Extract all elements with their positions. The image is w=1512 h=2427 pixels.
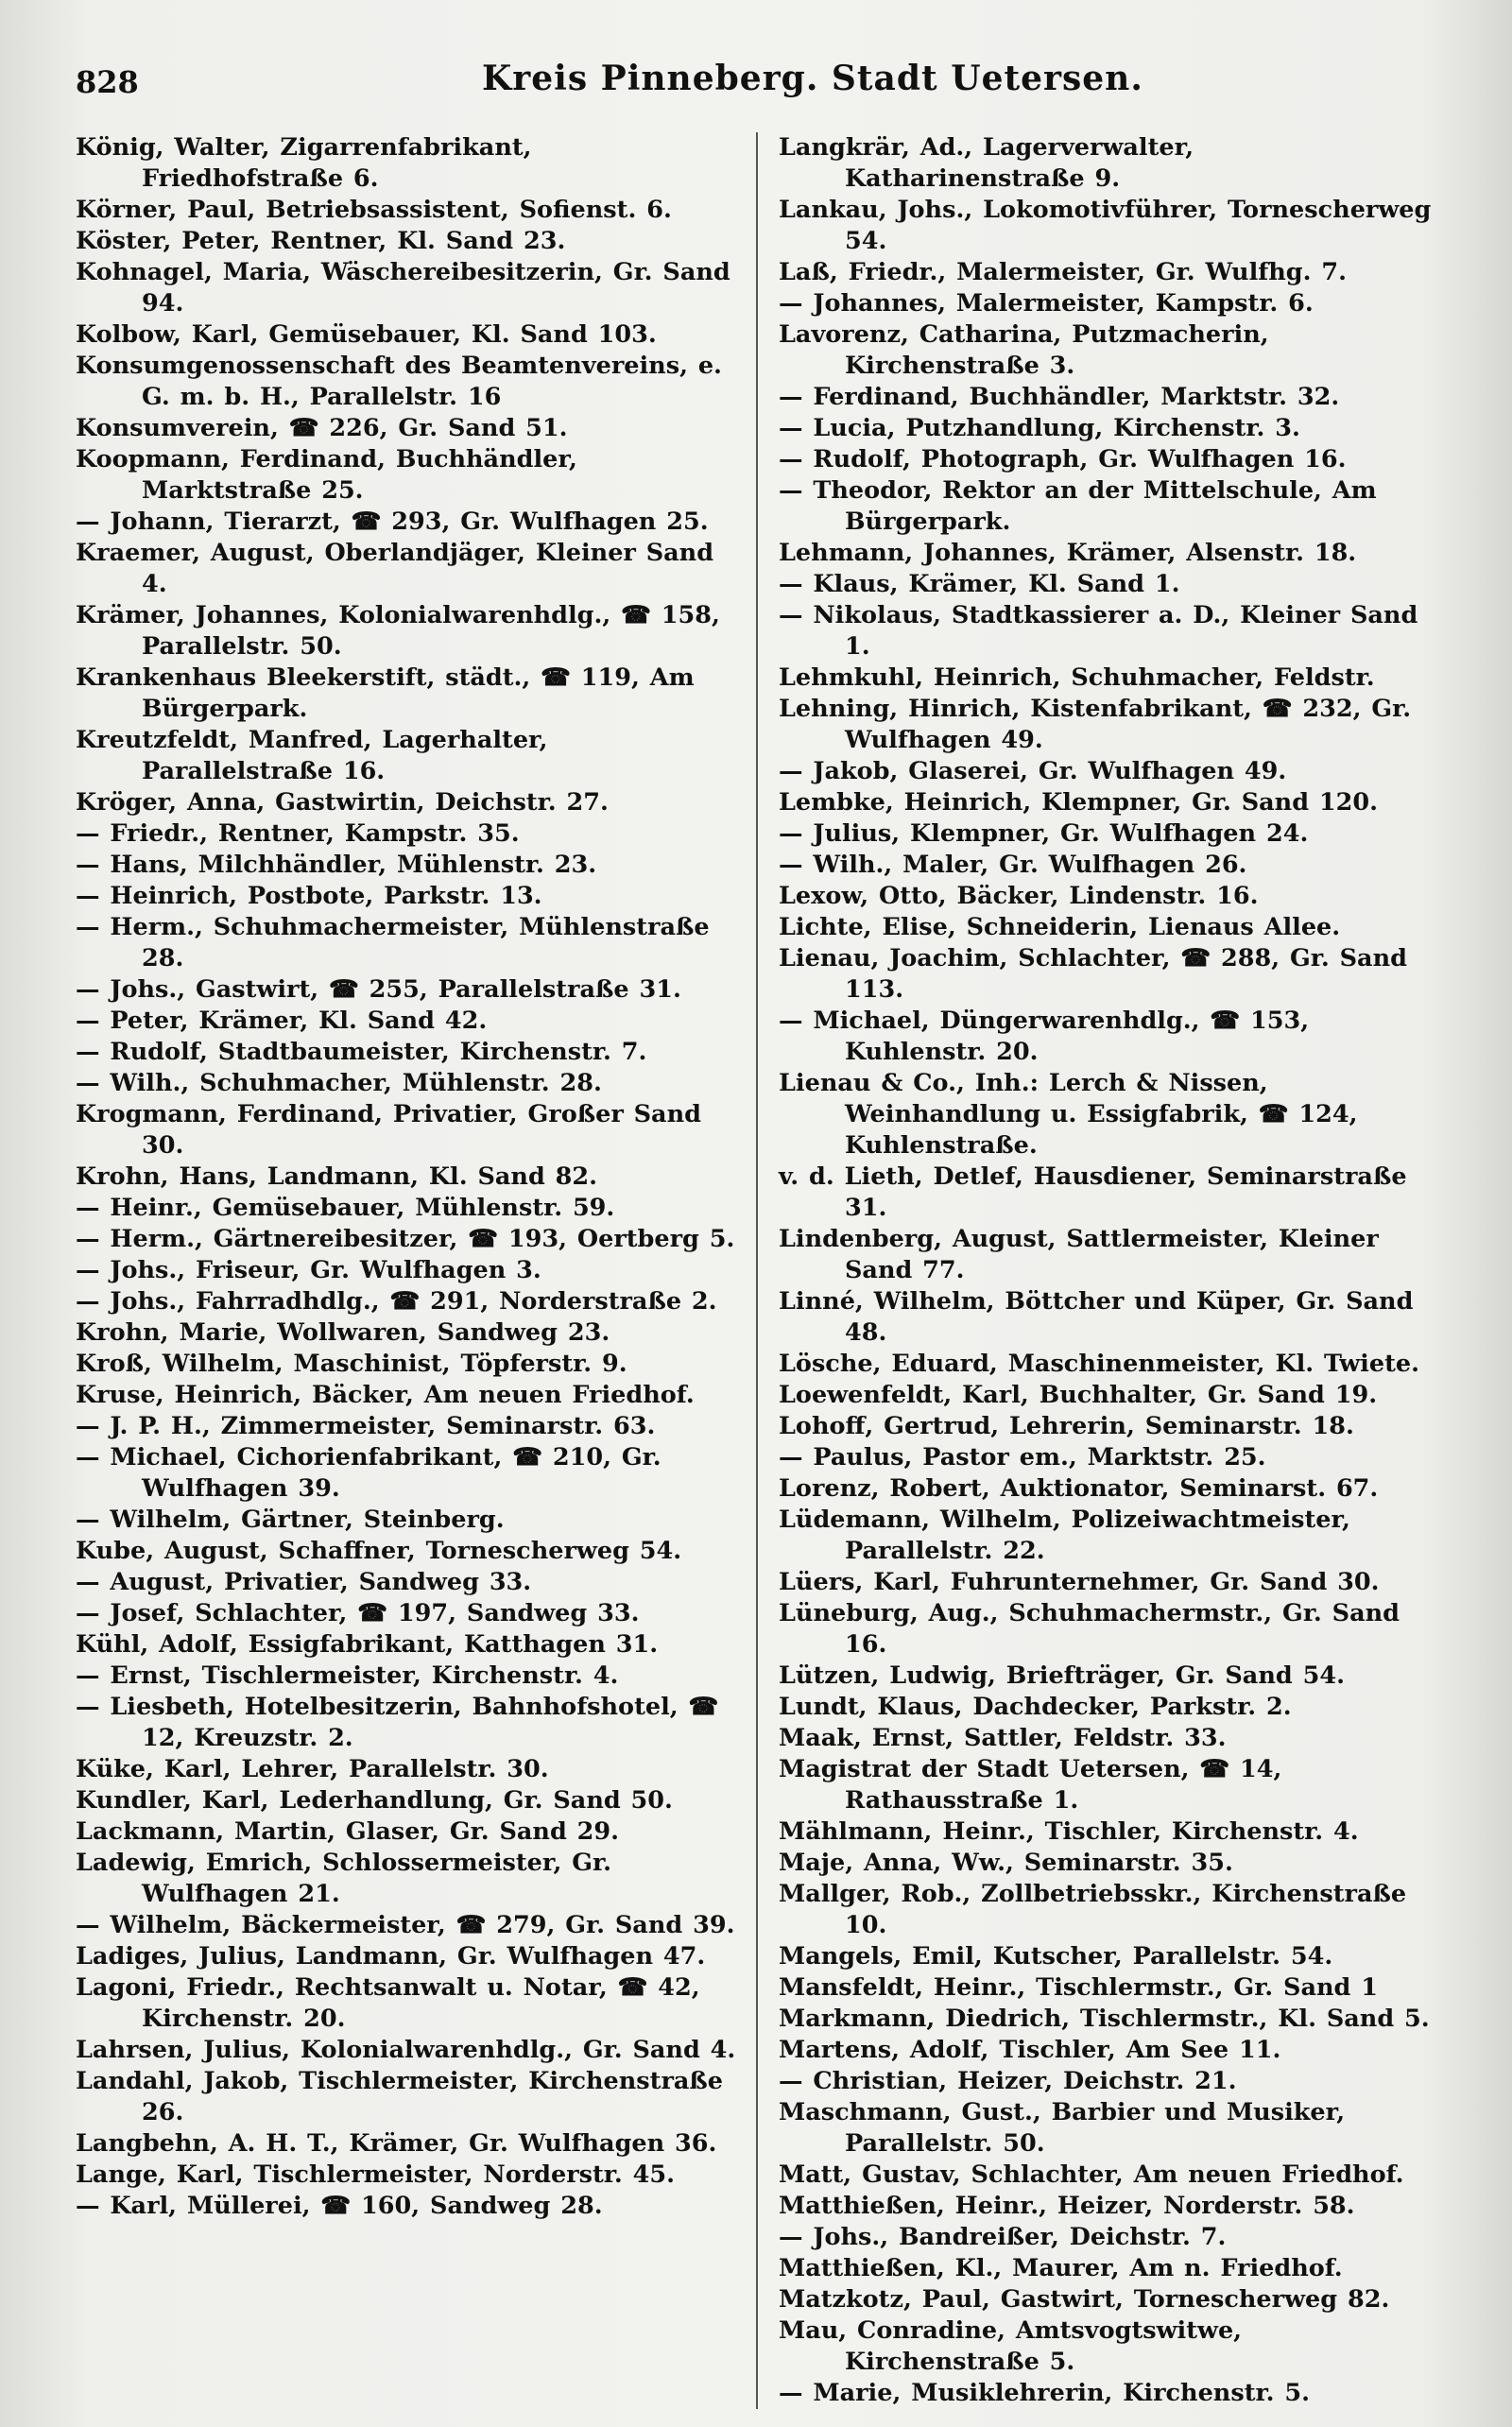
directory-entry: — Herm., Schuhmachermeister, Mühlenstraße 28.: [76, 913, 710, 973]
directory-entry: Ladewig, Emrich, Schlossermeister, Gr. Wulfhagen 21.: [76, 1849, 611, 1908]
directory-entry: — Karl, Müllerei, ☎ 160, Sandweg 28.: [76, 2192, 603, 2220]
directory-entry: Kolbow, Karl, Gemüsebauer, Kl. Sand 103.: [76, 320, 657, 349]
directory-entry: Lüneburg, Aug., Schuhmachermstr., Gr. Sand 16.: [779, 1599, 1400, 1659]
directory-entry: Kühl, Adolf, Essigfabrikant, Katthagen 31.: [76, 1630, 659, 1659]
directory-entry: Langkrär, Ad., Lagerverwalter, Katharinenstraße 9.: [779, 133, 1194, 193]
directory-entry: — Herm., Gärtnereibesitzer, ☎ 193, Oertberg 5.: [76, 1225, 735, 1253]
directory-entry: — Johs., Friseur, Gr. Wulfhagen 3.: [76, 1256, 541, 1284]
directory-entry: Maje, Anna, Ww., Seminarstr. 35.: [779, 1849, 1233, 1877]
directory-entry: Kundler, Karl, Lederhandlung, Gr. Sand 50.: [76, 1786, 673, 1815]
directory-entry: Kröger, Anna, Gastwirtin, Deichstr. 27.: [76, 788, 609, 817]
directory-entry: — Ferdinand, Buchhändler, Marktstr. 32.: [779, 383, 1340, 411]
directory-entry: — Peter, Krämer, Kl. Sand 42.: [76, 1007, 488, 1035]
directory-entry: — Julius, Klempner, Gr. Wulfhagen 24.: [779, 819, 1309, 848]
directory-entry: Lundt, Klaus, Dachdecker, Parkstr. 2.: [779, 1693, 1292, 1721]
directory-entry: Linné, Wilhelm, Böttcher und Küper, Gr. Sand 48.: [779, 1287, 1414, 1347]
directory-entry: Lienau & Co., Inh.: Lerch & Nissen, Weinhandlung u. Essigfabrik, ☎ 124, Kuhlenstraße.: [779, 1069, 1358, 1160]
directory-entry: Lüdemann, Wilhelm, Polizeiwachtmeister, Parallelstr. 22.: [779, 1506, 1350, 1565]
directory-entry: Kroß, Wilhelm, Maschinist, Töpferstr. 9.: [76, 1350, 627, 1378]
directory-entry: Lindenberg, August, Sattlermeister, Kleiner Sand 77.: [779, 1225, 1379, 1284]
directory-entry: — Johannes, Malermeister, Kampstr. 6.: [779, 289, 1314, 318]
directory-entry: Krämer, Johannes, Kolonialwarenhdlg., ☎ 158, Parallelstr. 50.: [76, 601, 720, 661]
directory-entry: Krogmann, Ferdinand, Privatier, Großer Sand 30.: [76, 1100, 701, 1160]
directory-entry: Lackmann, Martin, Glaser, Gr. Sand 29.: [76, 1817, 620, 1846]
directory-entry: v. d. Lieth, Detlef, Hausdiener, Seminarstraße 31.: [779, 1162, 1407, 1222]
directory-entry: Lienau, Joachim, Schlachter, ☎ 288, Gr. Sand 113.: [779, 944, 1407, 1004]
directory-entry: — Marie, Musiklehrerin, Kirchenstr. 5.: [779, 2379, 1310, 2407]
directory-entry: Maak, Ernst, Sattler, Feldstr. 33.: [779, 1724, 1227, 1752]
directory-entry: — Heinr., Gemüsebauer, Mühlenstr. 59.: [76, 1194, 615, 1222]
directory-entry: Küke, Karl, Lehrer, Parallelstr. 30.: [76, 1755, 549, 1783]
directory-entry: Landahl, Jakob, Tischlermeister, Kirchenstraße 26.: [76, 2067, 723, 2126]
directory-entry: Langbehn, A. H. T., Krämer, Gr. Wulfhagen 36.: [76, 2129, 717, 2158]
directory-entry: Köster, Peter, Rentner, Kl. Sand 23.: [76, 227, 566, 255]
directory-entry: Koopmann, Ferdinand, Buchhändler, Marktstraße 25.: [76, 445, 577, 505]
directory-entry: Lankau, Johs., Lokomotivführer, Tornescherweg 54.: [779, 196, 1432, 255]
directory-entry: Martens, Adolf, Tischler, Am See 11.: [779, 2036, 1281, 2064]
directory-entry: — Wilhelm, Bäckermeister, ☎ 279, Gr. Sand 39.: [76, 1911, 735, 1939]
directory-entry: Lange, Karl, Tischlermeister, Norderstr. 45.: [76, 2160, 675, 2189]
directory-entry: Kraemer, August, Oberlandjäger, Kleiner Sand 4.: [76, 539, 714, 598]
directory-entry: Krankenhaus Bleekerstift, städt., ☎ 119, Am Bürgerpark.: [76, 663, 695, 723]
directory-entry: — Johs., Gastwirt, ☎ 255, Parallelstraße 31.: [76, 975, 681, 1004]
directory-entry: Magistrat der Stadt Uetersen, ☎ 14, Rathausstraße 1.: [779, 1755, 1282, 1815]
directory-entry: Lagoni, Friedr., Rechtsanwalt u. Notar, ☎ 42, Kirchenstr. 20.: [76, 1973, 700, 2033]
directory-entry: — Michael, Cichorienfabrikant, ☎ 210, Gr. Wulfhagen 39.: [76, 1443, 662, 1503]
directory-entry: Lavorenz, Catharina, Putzmacherin, Kirchenstraße 3.: [779, 320, 1269, 380]
directory-entry: — Christian, Heizer, Deichstr. 21.: [779, 2067, 1237, 2095]
left-column: [76, 132, 756, 2409]
directory-entry: Lohoff, Gertrud, Lehrerin, Seminarstr. 18.: [779, 1412, 1354, 1440]
directory-entry: Mallger, Rob., Zollbetriebsskr., Kirchenstraße 10.: [779, 1880, 1407, 1939]
directory-entry: — Hans, Milchhändler, Mühlenstr. 23.: [76, 851, 597, 879]
directory-entry: — Wilhelm, Gärtner, Steinberg.: [76, 1506, 505, 1534]
directory-entry: Maschmann, Gust., Barbier und Musiker, Parallelstr. 50.: [779, 2098, 1346, 2158]
directory-entry: Krohn, Marie, Wollwaren, Sandweg 23.: [76, 1318, 610, 1347]
directory-entry: Mangels, Emil, Kutscher, Parallelstr. 54.: [779, 1942, 1333, 1971]
directory-entry: — Johs., Bandreißer, Deichstr. 7.: [779, 2223, 1227, 2251]
directory-entry: — Rudolf, Photograph, Gr. Wulfhagen 16.: [779, 445, 1347, 473]
directory-entry: — Johs., Fahrradhdlg., ☎ 291, Norderstraße 2.: [76, 1287, 717, 1316]
directory-entry: Konsumgenossenschaft des Beamtenvereins, e. G. m. b. H., Parallelstr. 16: [76, 352, 722, 411]
directory-entry: Matt, Gustav, Schlachter, Am neuen Friedhof.: [779, 2160, 1404, 2189]
directory-entry: — Rudolf, Stadtbaumeister, Kirchenstr. 7.: [76, 1038, 647, 1066]
directory-entry: Lüers, Karl, Fuhrunternehmer, Gr. Sand 30.: [779, 1568, 1380, 1596]
directory-entry: Kruse, Heinrich, Bäcker, Am neuen Friedhof.: [76, 1381, 695, 1409]
directory-entry: — Lucia, Putzhandlung, Kirchenstr. 3.: [779, 414, 1300, 442]
directory-entry: Kohnagel, Maria, Wäschereibesitzerin, Gr. Sand 94.: [76, 258, 730, 318]
directory-entry: Ladiges, Julius, Landmann, Gr. Wulfhagen 47.: [76, 1942, 706, 1971]
directory-entry: — Ernst, Tischlermeister, Kirchenstr. 4.: [76, 1661, 619, 1690]
directory-columns: [76, 132, 1465, 2409]
directory-entry: — Josef, Schlachter, ☎ 197, Sandweg 33.: [76, 1599, 640, 1627]
directory-entry: — J. P. H., Zimmermeister, Seminarstr. 63.: [76, 1412, 656, 1440]
directory-entry: Laß, Friedr., Malermeister, Gr. Wulfhg. 7.: [779, 258, 1347, 286]
directory-entry: Lützen, Ludwig, Briefträger, Gr. Sand 54.: [779, 1661, 1345, 1690]
directory-entry: Lahrsen, Julius, Kolonialwarenhdlg., Gr. Sand 4.: [76, 2036, 736, 2064]
directory-entry: — Friedr., Rentner, Kampstr. 35.: [76, 819, 520, 848]
directory-entry: Mau, Conradine, Amtsvogtswitwe, Kirchenstraße 5.: [779, 2316, 1243, 2376]
directory-entry: Lembke, Heinrich, Klempner, Gr. Sand 120.: [779, 788, 1379, 817]
directory-entry: Konsumverein, ☎ 226, Gr. Sand 51.: [76, 414, 568, 442]
directory-entry: Krohn, Hans, Landmann, Kl. Sand 82.: [76, 1162, 598, 1191]
directory-entry: — Heinrich, Postbote, Parkstr. 13.: [76, 882, 542, 910]
directory-entry: — Jakob, Glaserei, Gr. Wulfhagen 49.: [779, 757, 1287, 785]
directory-entry: — Klaus, Krämer, Kl. Sand 1.: [779, 570, 1180, 598]
directory-entry: — August, Privatier, Sandweg 33.: [76, 1568, 532, 1596]
directory-entry: König, Walter, Zigarrenfabrikant, Friedhofstraße 6.: [76, 133, 532, 193]
directory-entry: Lehmkuhl, Heinrich, Schuhmacher, Feldstr.: [779, 663, 1375, 692]
directory-entry: Mansfeldt, Heinr., Tischlermstr., Gr. Sand 1: [779, 1973, 1378, 2002]
directory-entry: Matzkotz, Paul, Gastwirt, Tornescherweg 82.: [779, 2285, 1390, 2314]
directory-entry: — Johann, Tierarzt, ☎ 293, Gr. Wulfhagen 25.: [76, 508, 709, 536]
directory-entry: — Paulus, Pastor em., Marktstr. 25.: [779, 1443, 1266, 1472]
directory-entry: Loewenfeldt, Karl, Buchhalter, Gr. Sand 19.: [779, 1381, 1378, 1409]
right-column: [756, 132, 1436, 2409]
directory-entry: — Liesbeth, Hotelbesitzerin, Bahnhofshotel, ☎ 12, Kreuzstr. 2.: [76, 1693, 719, 1752]
directory-entry: Lorenz, Robert, Auktionator, Seminarst. 67.: [779, 1474, 1379, 1503]
directory-entry: Markmann, Diedrich, Tischlermstr., Kl. Sand 5.: [779, 2005, 1430, 2033]
directory-entry: Lexow, Otto, Bäcker, Lindenstr. 16.: [779, 882, 1259, 910]
directory-entry: Matthießen, Kl., Maurer, Am n. Friedhof.: [779, 2254, 1343, 2282]
directory-entry: — Theodor, Rektor an der Mittelschule, Am Bürgerpark.: [779, 476, 1377, 536]
page-title: Kreis Pinneberg. Stadt Uetersen.: [482, 59, 1143, 98]
directory-entry: Mählmann, Heinr., Tischler, Kirchenstr. 4.: [779, 1817, 1359, 1846]
directory-entry: Matthießen, Heinr., Heizer, Norderstr. 58.: [779, 2192, 1355, 2220]
directory-entry: — Wilh., Schuhmacher, Mühlenstr. 28.: [76, 1069, 602, 1097]
directory-entry: Lehning, Hinrich, Kistenfabrikant, ☎ 232, Gr. Wulfhagen 49.: [779, 695, 1412, 754]
directory-entry: Körner, Paul, Betriebsassistent, Sofienst. 6.: [76, 196, 672, 224]
directory-entry: Lehmann, Johannes, Krämer, Alsenstr. 18.: [779, 539, 1357, 567]
page-header: [76, 55, 1465, 108]
directory-entry: — Wilh., Maler, Gr. Wulfhagen 26.: [779, 851, 1247, 879]
directory-entry: Lösche, Eduard, Maschinenmeister, Kl. Twiete.: [779, 1350, 1419, 1378]
directory-entry: — Nikolaus, Stadtkassierer a. D., Kleiner Sand 1.: [779, 601, 1418, 661]
page-number: 828: [76, 64, 139, 100]
directory-entry: — Michael, Düngerwarenhdlg., ☎ 153, Kuhlenstr. 20.: [779, 1007, 1310, 1066]
directory-entry: Kreutzfeldt, Manfred, Lagerhalter, Parallelstraße 16.: [76, 726, 548, 785]
directory-entry: Kube, August, Schaffner, Tornescherweg 54.: [76, 1537, 682, 1565]
directory-entry: Lichte, Elise, Schneiderin, Lienaus Allee.: [779, 913, 1341, 941]
